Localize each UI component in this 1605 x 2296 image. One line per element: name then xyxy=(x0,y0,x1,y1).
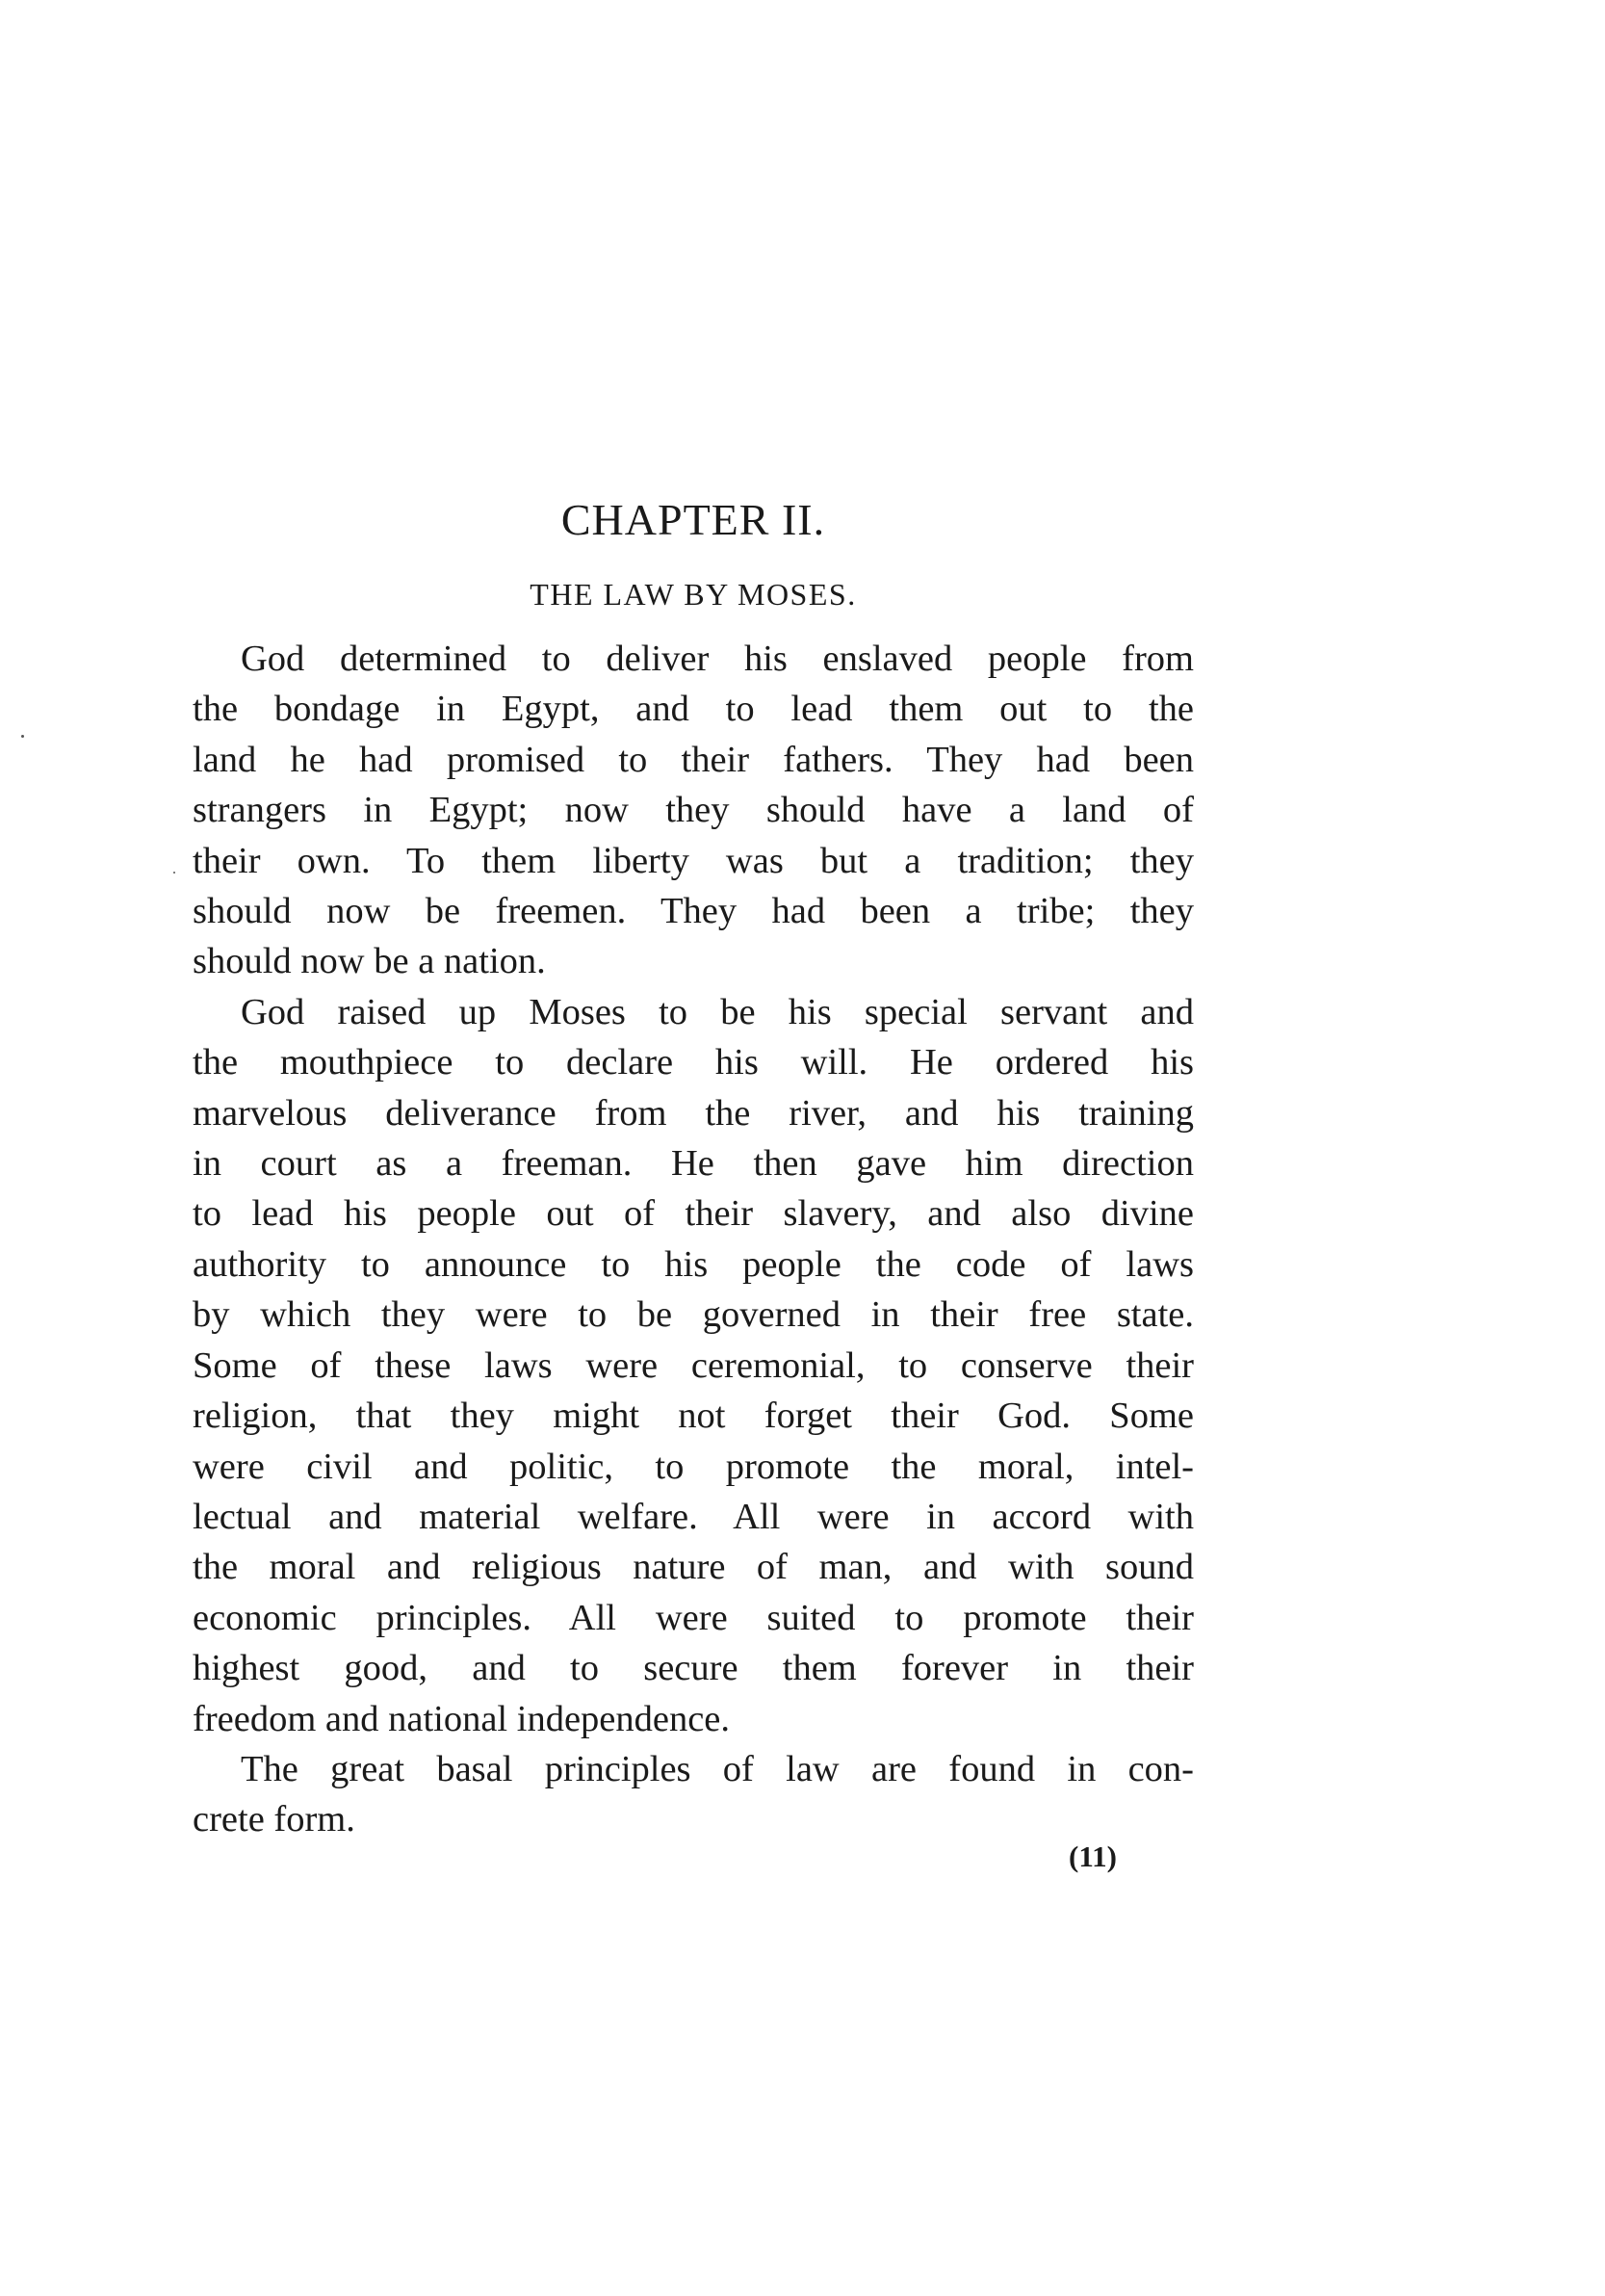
text-line: lectual and material welfare. All were in accord with xyxy=(193,1496,1194,1537)
text-line: in court as a freeman. He then gave him direction xyxy=(193,1143,1194,1185)
text-line: strangers in Egypt; now they should have a land of xyxy=(193,790,1194,831)
paragraph-1 xyxy=(193,634,1194,987)
text-line: land he had promised to their fathers. They had been xyxy=(193,739,1194,780)
text-line: their own. To them liberty was but a tradition; they xyxy=(193,840,1194,881)
chapter-heading: CHAPTER II. xyxy=(560,495,826,544)
chapter-subtitle: THE LAW BY MOSES. xyxy=(530,577,857,612)
text-line: should now be freemen. They had been a tribe; they xyxy=(193,891,1194,932)
text-line: Some of these laws were ceremonial, to conserve their xyxy=(193,1344,1194,1386)
text-line: God determined to deliver his enslaved people from xyxy=(241,639,1194,679)
text-line: were civil and politic, to promote the moral, intel- xyxy=(193,1446,1194,1487)
text-line: should now be a nation. xyxy=(193,941,546,982)
text-line: the mouthpiece to declare his will. He ordered his xyxy=(193,1042,1194,1083)
scan-speck xyxy=(21,735,24,738)
text-line: marvelous deliverance from the river, and his training xyxy=(193,1092,1194,1134)
text-line: authority to announce to his people the code of laws xyxy=(193,1243,1194,1285)
text-line: economic principles. All were suited to promote their xyxy=(193,1597,1194,1638)
page-number: (11) xyxy=(1069,1839,1117,1873)
paragraph-2 xyxy=(193,987,1194,1744)
text-line: religion, that they might not forget their God. Some xyxy=(193,1396,1194,1437)
paragraph-3 xyxy=(193,1744,1194,1845)
text-line: highest good, and to secure them forever in their xyxy=(193,1648,1194,1689)
text-line: the moral and religious nature of man, and with sound xyxy=(193,1547,1194,1588)
text-line: freedom and national independence. xyxy=(193,1698,731,1739)
text-line: to lead his people out of their slavery, and also divine xyxy=(193,1193,1194,1235)
text-line: God raised up Moses to be his special servant and xyxy=(241,991,1194,1032)
text-line: crete form. xyxy=(193,1799,355,1840)
scan-speck xyxy=(173,872,175,874)
text-line: the bondage in Egypt, and to lead them out to the xyxy=(193,689,1194,730)
text-line: by which they were to be governed in their free state. xyxy=(193,1294,1194,1336)
text-line: The great basal principles of law are found in con- xyxy=(241,1748,1194,1789)
body-text xyxy=(193,634,1194,1845)
